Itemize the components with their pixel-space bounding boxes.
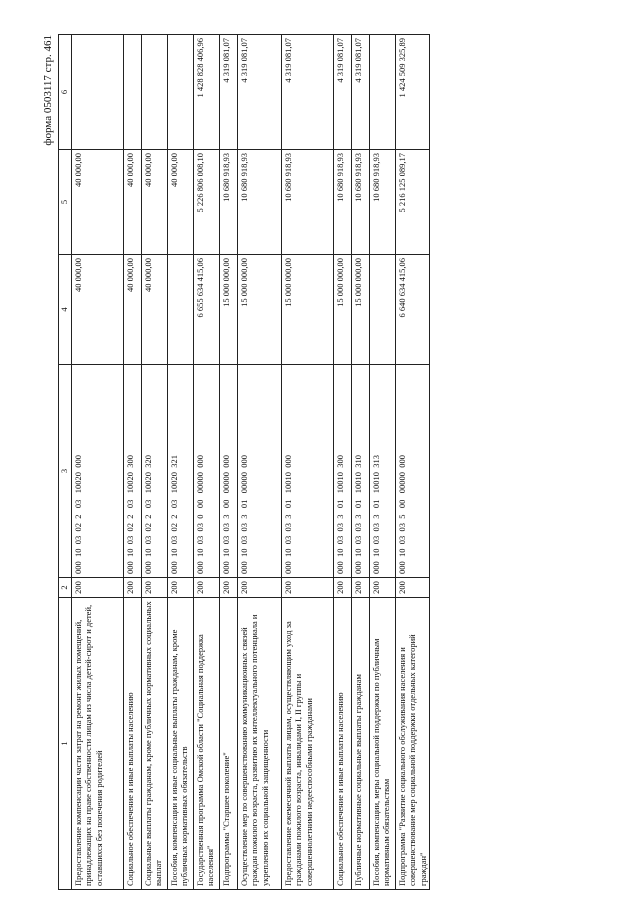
row-executed-cell: 10 680 918,93 — [220, 150, 238, 255]
row-approved-cell — [168, 255, 194, 365]
row-budget-code-cell: 000 10 03 02 2 03 10020 000 — [72, 365, 124, 578]
row-executed-cell: 5 216 125 089,17 — [396, 150, 430, 255]
row-line-code-cell: 200 — [282, 578, 334, 598]
row-budget-code-cell: 000 10 03 02 2 03 10020 300 — [124, 365, 142, 578]
row-budget-code-cell: 000 10 03 03 3 01 00000 000 — [238, 365, 282, 578]
column-header: 1 — [59, 598, 72, 890]
row-budget-code-cell: 000 10 03 03 0 00 00000 000 — [194, 365, 220, 578]
table-row — [238, 35, 282, 890]
row-line-code-cell: 200 — [220, 578, 238, 598]
table-row — [334, 35, 352, 890]
row-remaining-cell: 4 319 081,07 — [238, 35, 282, 150]
row-name-cell: Подпрограмма "Развитие социального обслуживания населения и совершенствование мер социальной поддержки отдельных категорий граждан" — [396, 598, 430, 890]
table-row — [352, 35, 370, 890]
column-header-row — [59, 35, 72, 890]
column-header: 5 — [59, 150, 72, 255]
row-executed-cell: 40 000,00 — [168, 150, 194, 255]
row-name-cell: Социальные выплаты гражданам, кроме публичных нормативных социальных выплат — [142, 598, 168, 890]
row-approved-cell: 40 000,00 — [142, 255, 168, 365]
row-approved-cell: 15 000 000,00 — [238, 255, 282, 365]
row-line-code-cell: 200 — [124, 578, 142, 598]
row-line-code-cell: 200 — [238, 578, 282, 598]
table-row — [396, 35, 430, 890]
row-budget-code-cell: 000 10 03 02 2 03 10020 321 — [168, 365, 194, 578]
row-approved-cell: 6 655 634 415,06 — [194, 255, 220, 365]
row-approved-cell: 40 000,00 — [124, 255, 142, 365]
row-executed-cell: 10 680 918,93 — [370, 150, 396, 255]
budget-table — [58, 34, 430, 890]
table-body — [72, 35, 430, 890]
row-executed-cell: 10 680 918,93 — [334, 150, 352, 255]
table-row — [194, 35, 220, 890]
row-executed-cell: 10 680 918,93 — [282, 150, 334, 255]
row-remaining-cell: 4 319 081,07 — [334, 35, 352, 150]
row-remaining-cell: 4 319 081,07 — [220, 35, 238, 150]
table-row — [72, 35, 124, 890]
row-executed-cell: 5 226 806 008,10 — [194, 150, 220, 255]
row-executed-cell: 40 000,00 — [72, 150, 124, 255]
row-remaining-cell — [370, 35, 396, 150]
row-name-cell: Пособия, компенсации, меры социальной поддержки по публичным нормативным обязательствам — [370, 598, 396, 890]
row-line-code-cell: 200 — [370, 578, 396, 598]
row-line-code-cell: 200 — [352, 578, 370, 598]
table-row — [370, 35, 396, 890]
row-remaining-cell — [72, 35, 124, 150]
row-remaining-cell: 1 428 828 406,96 — [194, 35, 220, 150]
row-remaining-cell — [124, 35, 142, 150]
table-row — [124, 35, 142, 890]
row-budget-code-cell: 000 10 03 03 3 01 10010 310 — [352, 365, 370, 578]
table-row — [142, 35, 168, 890]
row-approved-cell: 15 000 000,00 — [334, 255, 352, 365]
row-name-cell: Подпрограмма "Старшее поколение" — [220, 598, 238, 890]
row-remaining-cell: 1 424 509 325,89 — [396, 35, 430, 150]
row-approved-cell: 15 000 000,00 — [352, 255, 370, 365]
row-remaining-cell — [142, 35, 168, 150]
row-budget-code-cell: 000 10 03 03 3 00 00000 000 — [220, 365, 238, 578]
row-budget-code-cell: 000 10 03 03 5 00 00000 000 — [396, 365, 430, 578]
row-budget-code-cell: 000 10 03 03 3 01 10010 313 — [370, 365, 396, 578]
row-approved-cell — [370, 255, 396, 365]
row-remaining-cell: 4 319 081,07 — [282, 35, 334, 150]
row-approved-cell: 6 640 634 415,06 — [396, 255, 430, 365]
column-header: 2 — [59, 578, 72, 598]
report-sheet — [40, 35, 460, 890]
row-executed-cell: 40 000,00 — [124, 150, 142, 255]
row-name-cell: Социальное обеспечение и иные выплаты населению — [334, 598, 352, 890]
table-row — [168, 35, 194, 890]
column-header: 6 — [59, 35, 72, 150]
row-name-cell: Предоставление ежемесячной выплаты лицам, осуществляющим уход за гражданами пожилого возраста, инвалидами I, II группы и совершеннолетними недееспособными гражданами — [282, 598, 334, 890]
row-name-cell: Предоставление компенсации части затрат на ремонт жилых помещений, принадлежащих на праве собственности лицам из числа детей-сирот и детей, оставшихся без попечения родителей — [72, 598, 124, 890]
row-line-code-cell: 200 — [396, 578, 430, 598]
row-remaining-cell — [168, 35, 194, 150]
table-row — [220, 35, 238, 890]
column-header: 3 — [59, 365, 72, 578]
row-approved-cell: 15 000 000,00 — [220, 255, 238, 365]
row-line-code-cell: 200 — [142, 578, 168, 598]
row-name-cell: Пособия, компенсации и иные социальные выплаты гражданам, кроме публичных нормативных обязательств — [168, 598, 194, 890]
row-remaining-cell: 4 319 081,07 — [352, 35, 370, 150]
row-executed-cell: 10 680 918,93 — [238, 150, 282, 255]
row-name-cell: Публичные нормативные социальные выплаты гражданам — [352, 598, 370, 890]
form-reference: форма 0503117 стр. 461 — [42, 35, 54, 146]
row-name-cell: Осуществление мер по совершенствованию коммуникационных связей граждан пожилого возраста, развитию их интеллектуального потенциала и укреплению их социальной защищенности — [238, 598, 282, 890]
row-name-cell: Государственная программа Омской области "Социальная поддержка населения" — [194, 598, 220, 890]
row-budget-code-cell: 000 10 03 03 3 01 10010 300 — [334, 365, 352, 578]
row-name-cell: Социальное обеспечение и иные выплаты населению — [124, 598, 142, 890]
row-executed-cell: 40 000,00 — [142, 150, 168, 255]
row-approved-cell: 15 000 000,00 — [282, 255, 334, 365]
row-line-code-cell: 200 — [72, 578, 124, 598]
row-budget-code-cell: 000 10 03 02 2 03 10020 320 — [142, 365, 168, 578]
row-executed-cell: 10 680 918,93 — [352, 150, 370, 255]
row-line-code-cell: 200 — [334, 578, 352, 598]
column-header: 4 — [59, 255, 72, 365]
table-row — [282, 35, 334, 890]
row-budget-code-cell: 000 10 03 03 3 01 10010 000 — [282, 365, 334, 578]
row-line-code-cell: 200 — [168, 578, 194, 598]
row-line-code-cell: 200 — [194, 578, 220, 598]
row-approved-cell: 40 000,00 — [72, 255, 124, 365]
